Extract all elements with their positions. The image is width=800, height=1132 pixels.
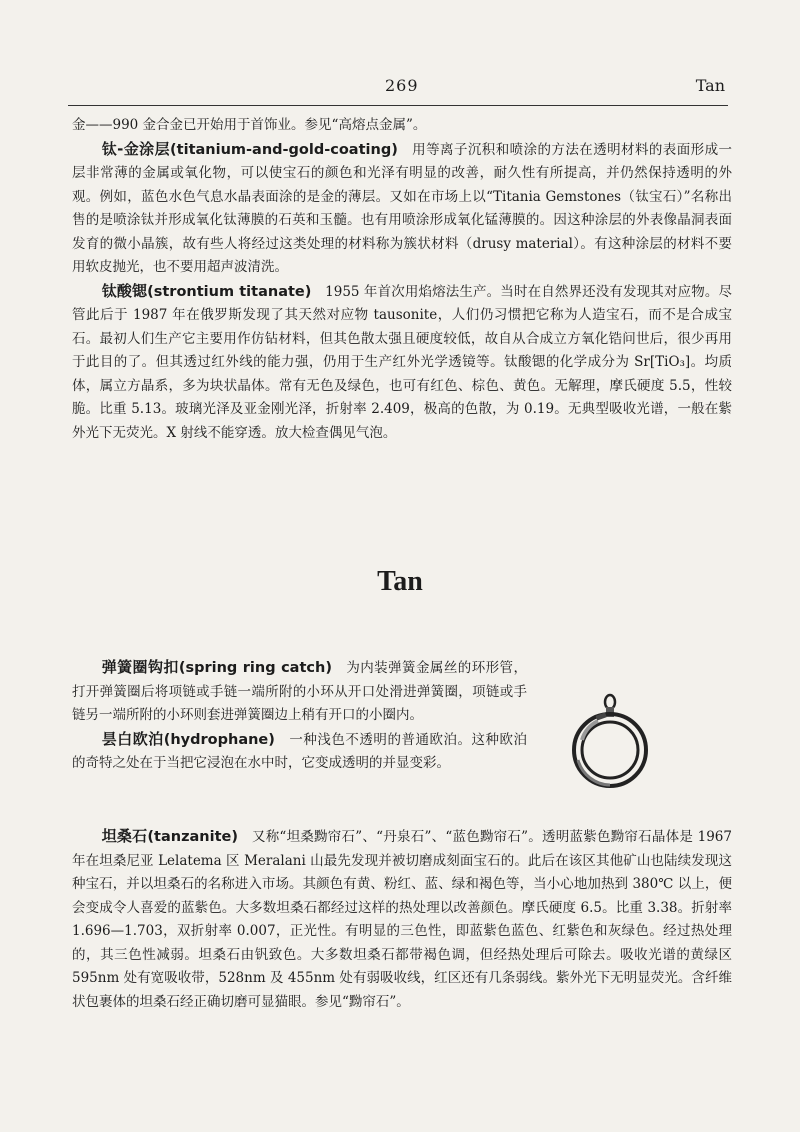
entry-body: 1955 年首次用焰熔法生产。当时在自然界还没有发现其对应物。尽管此后于 1987 年在俄罗斯发现了其天然对应物 tausonite，人们仍习惯把它称为人造宝石，而不是合成宝石。最初人们生产它主要用作仿钻材料，但其色散太强且硬度较低，故自从合成立方氧化锆问世后，很少再用于此目的了。但其透过红外线的能力强，仍用于生产红外光学透镜等。钛酸锶的化学成分为 Sr[TiO₃]。均质体，属立方晶系，多为块状晶体。常有无色及绿色，也可有红色、棕色、黄色。无解理，摩氏硬度 5.5，性较脆。比重 5.13。玻璃光泽及亚金刚光泽，折射率 2.409，极高的色散，为 0.19。无典型吸收光谱，一般在紫外光下无荧光。X 射线不能穿透。放大检查偶见气泡。	[72, 283, 732, 441]
header-rule	[68, 105, 728, 106]
entry-hydrophane	[72, 728, 527, 776]
entry-tanzanite	[72, 825, 732, 1014]
entry-titanium-gold-coating	[72, 138, 732, 280]
entry-term-en: (strontium titanate)	[147, 283, 312, 300]
entry-term-cn: 钛酸锶	[101, 281, 148, 300]
page-header	[70, 76, 725, 98]
entry-strontium-titanate	[72, 280, 732, 446]
entry-term-en: (hydrophane)	[163, 731, 275, 748]
entry-term-cn: 坦桑石	[101, 827, 148, 845]
entries-block-tan-full	[72, 825, 732, 1014]
running-head: Tan	[695, 76, 725, 95]
entry-body: 又称“坦桑黝帘石”、“丹泉石”、“蓝色黝帘石”。透明蓝紫色黝帘石晶体是 1967 年在坦桑尼亚 Lelatema 区 Meralani 山最先发现并被切磨成刻面宝石的。此后在该区其他矿山也陆续发现这种宝石，并以坦桑石的名称进入市场。其颜色有黄、粉红、蓝、绿和褐色等，当小心地加热到 380℃ 以上，便会变成令人喜爱的蓝紫色。大多数坦桑石都经过这样的热处理以改善颜色。摩氏硬度 6.5。比重 3.38。折射率 1.696—1.703，双折射率 0.007，正光性。有明显的三色性，即蓝紫色蓝色、红紫色和灰绿色。经过热处理的，其三色性减弱。坦桑石由钒致色。大多数坦桑石都带褐色调，但经热处理后可除去。吸收光谱的黄绿区 595nm 处有宽吸收带，528nm 及 455nm 处有弱吸收线，红区还有几条弱线。紫外光下无明显荧光。含纤维状包裹体的坦桑石经正确切磨可显猫眼。参见“黝帘石”。	[72, 829, 732, 1010]
entry-term-cn: 钛-金涂层	[101, 139, 171, 158]
entry-term-cn: 弹簧圈钩扣	[101, 658, 179, 676]
entry-term-cn: 昙白欧泊	[101, 729, 164, 748]
entries-block-tan-narrow	[72, 656, 527, 776]
entry-body: 一种浅色不透明的普通欧泊。这种欧泊的奇特之处在于当把它浸泡在水中时，它变成透明的并显变彩。	[72, 731, 527, 771]
spring-ring-icon	[558, 690, 662, 794]
continuation-text: 金——990 金合金已开始用于首饰业。参见“高熔点金属”。	[72, 117, 427, 133]
entry-body: 用等离子沉积和喷涂的方法在透明材料的表面形成一层非常薄的金属或氧化物，可以使宝石的颜色和光泽有明显的改善，耐久性有所提高，并仍然保持透明的外观。例如，蓝色水色气息水晶表面涂的是金的薄层。又如在市场上以“Titania Gemstones（钛宝石）”名称出售的是喷涂钛并形成氧化钛薄膜的石英和玉髓。也有用喷涂形成氧化锰薄膜的。因这种涂层的外表像晶洞表面发育的微小晶簇，故有些人将经过这类处理的材料称为簇状材料（drusy material）。有这种涂层的材料不要用软皮抛光，也不要用超声波清洗。	[72, 141, 733, 275]
entry-term-en: (titanium-and-gold-coating)	[170, 141, 398, 158]
spring-ring-catch-illustration	[558, 690, 662, 794]
entry-term-en: (spring ring catch)	[178, 660, 332, 676]
entry-body: 为内装弹簧金属丝的环形管，打开弹簧圈后将项链或手链一端所附的小环从开口处滑进弹簧圈，项链或手链另一端所附的小环则套进弹簧圈边上稍有开口的小圈内。	[72, 660, 527, 723]
section-heading: Tan	[377, 566, 423, 597]
entry-spring-ring-catch	[72, 656, 527, 728]
entry-term-en: (tanzanite)	[147, 829, 238, 845]
page-number: 269	[385, 76, 419, 95]
entries-block-ti	[72, 114, 732, 445]
